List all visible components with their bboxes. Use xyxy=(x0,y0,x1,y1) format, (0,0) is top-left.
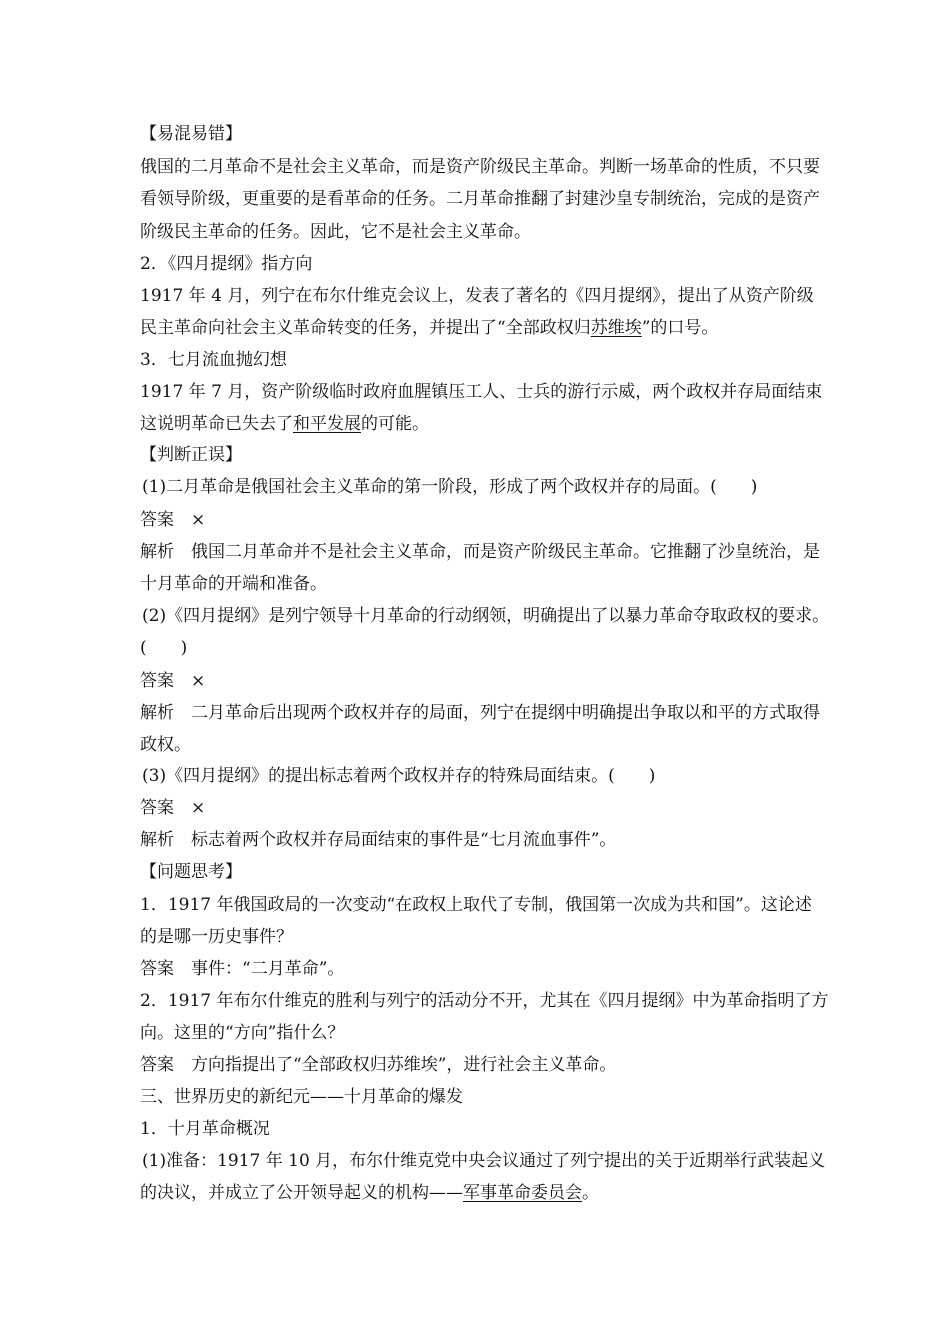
answer-line: 答案 × xyxy=(140,671,206,691)
section-heading-thinking: 【问题思考】 xyxy=(140,862,242,882)
text-segment: ”的口号。 xyxy=(641,318,719,338)
question-item: 的是哪一历史事件？ xyxy=(140,927,293,947)
paragraph-line: (1)准备：1917 年 10 月，布尔什维克党中央会议通过了列宁提出的关于近期举行武装起义 xyxy=(142,1151,826,1171)
paragraph-line xyxy=(140,1182,820,1204)
answer-line: 答案 × xyxy=(140,510,206,530)
paragraph-line: 1917 年 7 月，资产阶级临时政府血腥镇压工人、士兵的游行示威，两个政权并存局面结束 xyxy=(140,382,823,402)
explanation-line: 解析 俄国二月革命并不是社会主义革命，而是资产阶级民主革命。它推翻了沙皇统治，是 xyxy=(140,542,820,562)
text-segment: 。 xyxy=(582,1183,599,1203)
answer-line: 答案 方向指提出了“全部政权归苏维埃”，进行社会主义革命。 xyxy=(140,1055,617,1075)
answer-line: 答案 事件：“二月革命”。 xyxy=(140,959,345,979)
explanation-line: 解析 二月革命后出现两个政权并存的局面，列宁在提纲中明确提出争取以和平的方式取得 xyxy=(140,703,820,723)
question-item: (3)《四月提纲》的提出标志着两个政权并存的特殊局面结束。( ) xyxy=(142,766,656,786)
underlined-term: 苏维埃 xyxy=(590,318,642,338)
paragraph-line: 看领导阶级，更重要的是看革命的任务。二月革命推翻了封建沙皇专制统治，完成的是资产 xyxy=(140,189,820,209)
underlined-term: 和平发展 xyxy=(293,414,361,434)
paragraph-line xyxy=(140,413,820,435)
explanation-line: 解析 标志着两个政权并存局面结束的事件是“七月流血事件”。 xyxy=(140,830,617,850)
text-segment: 的可能。 xyxy=(361,414,429,434)
question-item: ( ) xyxy=(140,638,188,658)
question-item: 向。这里的“方向”指什么？ xyxy=(140,1023,345,1043)
text-segment: 这说明革命已失去了 xyxy=(140,414,293,434)
question-item: (2)《四月提纲》是列宁领导十月革命的行动纲领，明确提出了以暴力革命夺取政权的要求。 xyxy=(142,606,830,626)
section-heading-october-revolution: 三、世界历史的新纪元——十月革命的爆发 xyxy=(140,1087,463,1107)
answer-line: 答案 × xyxy=(140,798,206,818)
text-segment: 的决议，并成立了公开领导起义的机构—— xyxy=(140,1183,463,1203)
subheading-overview: 1．十月革命概况 xyxy=(140,1119,270,1139)
paragraph-line: 阶级民主革命的任务。因此，它不是社会主义革命。 xyxy=(140,222,531,242)
subheading-july-days: 3．七月流血抛幻想 xyxy=(140,350,287,370)
paragraph-line xyxy=(140,317,820,339)
subheading-april-theses: 2．《四月提纲》指方向 xyxy=(140,254,313,274)
explanation-line: 政权。 xyxy=(140,735,191,755)
question-item: 1．1917 年俄国政局的一次变动“在政权上取代了专制，俄国第一次成为共和国”。这论述 xyxy=(140,895,812,915)
section-heading-true-false: 【判断正误】 xyxy=(140,445,242,465)
explanation-line: 十月革命的开端和准备。 xyxy=(140,574,327,594)
question-item: 2．1917 年布尔什维克的胜利与列宁的活动分不开，尤其在《四月提纲》中为革命指明了方 xyxy=(140,991,829,1011)
paragraph-line: 1917 年 4 月，列宁在布尔什维克会议上，发表了著名的《四月提纲》，提出了从资产阶级 xyxy=(140,286,814,306)
section-heading-easily-confused: 【易混易错】 xyxy=(140,124,242,144)
text-segment: 民主革命向社会主义革命转变的任务，并提出了“全部政权归 xyxy=(140,318,591,338)
underlined-term: 军事革命委员会 xyxy=(463,1183,582,1203)
question-item: (1)二月革命是俄国社会主义革命的第一阶段，形成了两个政权并存的局面。( ) xyxy=(142,477,758,497)
paragraph-line: 俄国的二月革命不是社会主义革命，而是资产阶级民主革命。判断一场革命的性质，不只要 xyxy=(140,157,820,177)
